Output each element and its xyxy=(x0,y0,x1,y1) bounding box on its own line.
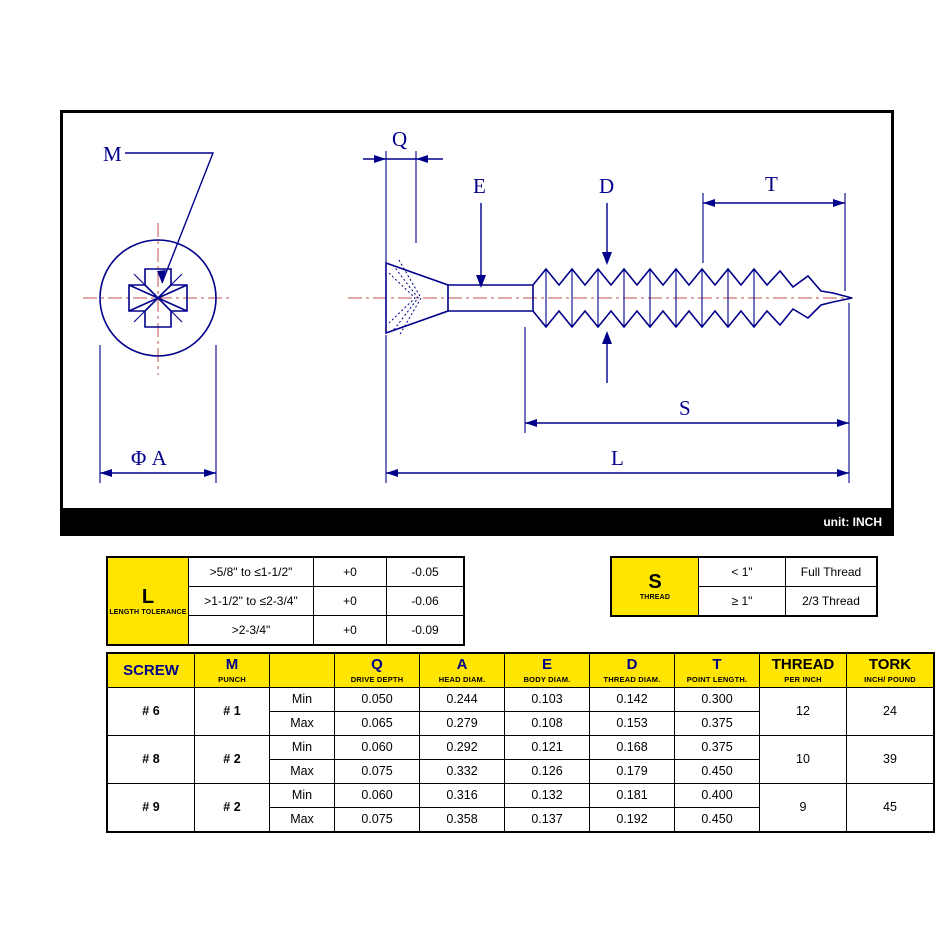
header-a-title: A xyxy=(456,656,468,673)
dim-t-arrow-left xyxy=(703,199,715,207)
row-2-max-label: Max xyxy=(270,807,335,832)
row-1-max-q: 0.075 xyxy=(335,759,420,783)
row-1-min-q: 0.060 xyxy=(335,735,420,759)
length-tolerance-table xyxy=(106,556,465,646)
dim-l-arrow-left xyxy=(386,469,398,477)
s-thread-label-cell xyxy=(611,557,699,616)
header-d-title: D xyxy=(626,656,638,673)
row-1-thread: 10 xyxy=(760,735,847,783)
row-1-max-t: 0.450 xyxy=(675,759,760,783)
table-row xyxy=(611,557,877,587)
l-plus-1: +0 xyxy=(314,557,387,587)
header-d xyxy=(590,653,675,687)
header-m-sub: PUNCH xyxy=(218,674,246,684)
row-0-max-t: 0.375 xyxy=(675,711,760,735)
l-minus-3: -0.09 xyxy=(387,616,465,646)
technical-drawing-panel xyxy=(60,110,894,536)
l-range-2: >1-1/2" to ≤2-3/4" xyxy=(189,587,314,616)
row-0-max-a: 0.279 xyxy=(420,711,505,735)
table-row xyxy=(107,783,934,807)
row-1-min-e: 0.121 xyxy=(505,735,590,759)
s-value-1: Full Thread xyxy=(786,557,878,587)
header-tork-title: TORK xyxy=(868,656,912,673)
row-2-max-q: 0.075 xyxy=(335,807,420,832)
row-0-min-a: 0.244 xyxy=(420,687,505,711)
row-2-max-d: 0.192 xyxy=(590,807,675,832)
table-row xyxy=(107,557,464,587)
dim-e-arrow xyxy=(476,275,486,288)
header-a xyxy=(420,653,505,687)
row-1-min-t: 0.375 xyxy=(675,735,760,759)
row-2-thread: 9 xyxy=(760,783,847,832)
dim-q-arrow-right xyxy=(416,155,428,163)
header-m-title: M xyxy=(225,656,239,673)
callout-m-label: M xyxy=(103,142,122,166)
table-row xyxy=(107,735,934,759)
row-2-tork: 45 xyxy=(847,783,935,832)
row-1-max-a: 0.332 xyxy=(420,759,505,783)
header-t-title: T xyxy=(712,656,722,673)
row-2-min-e: 0.132 xyxy=(505,783,590,807)
row-2-min-label: Min xyxy=(270,783,335,807)
row-0-min-t: 0.300 xyxy=(675,687,760,711)
header-tork-sub: INCH/ POUND xyxy=(864,674,916,684)
dim-l-arrow-right xyxy=(837,469,849,477)
s-value-2: 2/3 Thread xyxy=(786,587,878,617)
s-range-1: < 1" xyxy=(699,557,786,587)
row-0-thread: 12 xyxy=(760,687,847,735)
l-range-1: >5/8" to ≤1-1/2" xyxy=(189,557,314,587)
header-thread-title: THREAD xyxy=(771,656,835,673)
row-2-punch: # 2 xyxy=(195,783,270,832)
dim-t-arrow-right xyxy=(833,199,845,207)
row-2-screw: # 9 xyxy=(107,783,195,832)
s-sub-label: THREAD xyxy=(639,594,671,601)
row-1-min-label: Min xyxy=(270,735,335,759)
unit-bar xyxy=(60,508,894,536)
row-0-screw: # 6 xyxy=(107,687,195,735)
callout-m-leader xyxy=(125,153,213,283)
header-e-title: E xyxy=(541,656,552,673)
row-0-max-e: 0.108 xyxy=(505,711,590,735)
row-1-max-d: 0.179 xyxy=(590,759,675,783)
dim-q-arrow-left xyxy=(374,155,386,163)
row-2-max-a: 0.358 xyxy=(420,807,505,832)
header-screw-title: SCREW xyxy=(123,661,179,679)
screw-drawing-svg xyxy=(63,113,891,533)
header-q xyxy=(335,653,420,687)
callout-e-label: E xyxy=(473,174,486,198)
header-q-sub: DRIVE DEPTH xyxy=(350,674,404,684)
s-range-2: ≥ 1" xyxy=(699,587,786,617)
row-2-min-a: 0.316 xyxy=(420,783,505,807)
row-0-min-q: 0.050 xyxy=(335,687,420,711)
row-2-max-t: 0.450 xyxy=(675,807,760,832)
l-tolerance-label-cell xyxy=(107,557,189,645)
header-minmax xyxy=(270,653,335,687)
table-header-row xyxy=(107,653,934,687)
l-plus-2: +0 xyxy=(314,587,387,616)
header-q-title: Q xyxy=(371,656,383,673)
dim-s-arrow-right xyxy=(837,419,849,427)
header-screw xyxy=(107,653,195,687)
callout-s-label: S xyxy=(679,396,691,420)
row-1-screw: # 8 xyxy=(107,735,195,783)
row-2-min-d: 0.181 xyxy=(590,783,675,807)
row-0-min-label: Min xyxy=(270,687,335,711)
row-1-punch: # 2 xyxy=(195,735,270,783)
header-e-sub: BODY DIAM. xyxy=(523,674,571,684)
row-2-max-e: 0.137 xyxy=(505,807,590,832)
header-thread xyxy=(760,653,847,687)
row-1-max-e: 0.126 xyxy=(505,759,590,783)
l-minus-1: -0.05 xyxy=(387,557,465,587)
row-0-max-d: 0.153 xyxy=(590,711,675,735)
dim-s-arrow-left xyxy=(525,419,537,427)
l-plus-3: +0 xyxy=(314,616,387,646)
callout-d-label: D xyxy=(599,174,615,198)
row-0-tork: 24 xyxy=(847,687,935,735)
header-m xyxy=(195,653,270,687)
l-minus-2: -0.06 xyxy=(387,587,465,616)
l-letter: L xyxy=(141,585,155,608)
header-d-sub: THREAD DIAM. xyxy=(603,674,661,684)
header-a-sub: HEAD DIAM. xyxy=(438,674,486,684)
row-1-tork: 39 xyxy=(847,735,935,783)
row-1-min-d: 0.168 xyxy=(590,735,675,759)
screw-specification-table xyxy=(106,652,935,833)
s-letter: S xyxy=(648,571,662,593)
callout-q-label: Q xyxy=(392,127,408,151)
row-0-max-q: 0.065 xyxy=(335,711,420,735)
dim-a-arrow-left xyxy=(100,469,112,477)
callout-phi-a-label: Φ A xyxy=(131,446,167,470)
header-t xyxy=(675,653,760,687)
row-2-min-t: 0.400 xyxy=(675,783,760,807)
unit-label: unit: INCH xyxy=(823,515,882,529)
row-0-max-label: Max xyxy=(270,711,335,735)
dim-d-arrow-bottom xyxy=(602,331,612,344)
header-e xyxy=(505,653,590,687)
callout-t-label: T xyxy=(765,172,778,196)
header-tork xyxy=(847,653,935,687)
thread-length-table xyxy=(610,556,878,617)
row-2-min-q: 0.060 xyxy=(335,783,420,807)
row-1-max-label: Max xyxy=(270,759,335,783)
row-0-punch: # 1 xyxy=(195,687,270,735)
row-1-min-a: 0.292 xyxy=(420,735,505,759)
table-row xyxy=(107,687,934,711)
callout-l-label: L xyxy=(611,446,624,470)
row-0-min-d: 0.142 xyxy=(590,687,675,711)
row-0-min-e: 0.103 xyxy=(505,687,590,711)
l-range-3: >2-3/4" xyxy=(189,616,314,646)
l-sub-label: LENGTH TOLERANCE xyxy=(109,608,187,616)
dim-d-arrow-top xyxy=(602,252,612,265)
header-thread-sub: PER INCH xyxy=(784,674,822,684)
dim-a-arrow-right xyxy=(204,469,216,477)
header-t-sub: POINT LENGTH. xyxy=(686,674,748,684)
